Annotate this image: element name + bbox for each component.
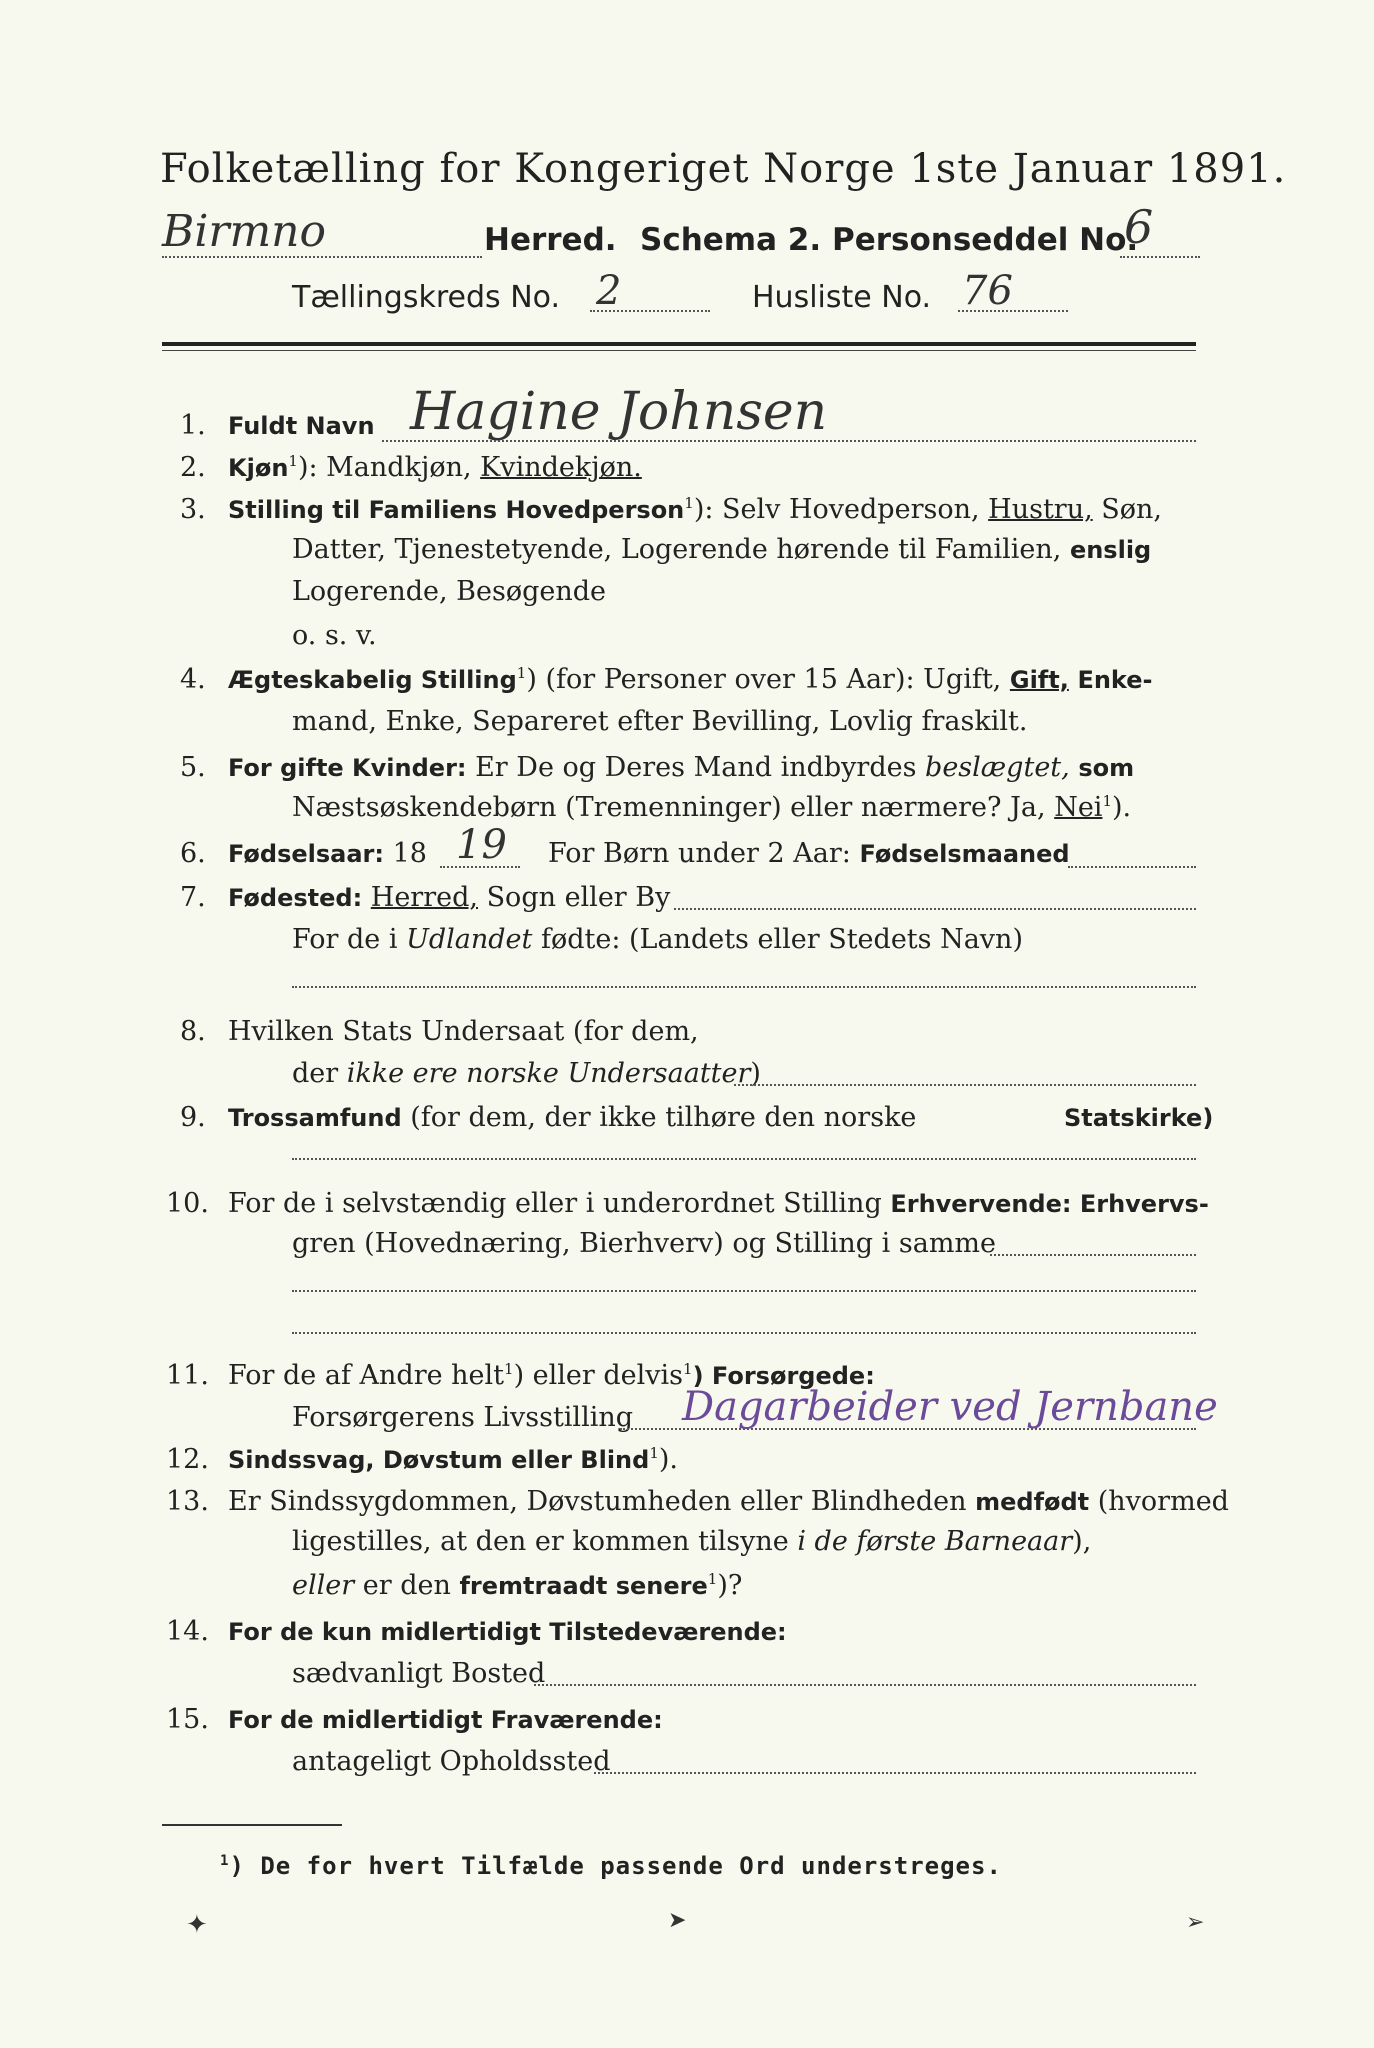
q13-footnote-mark: 1 [707,1570,718,1588]
q12-footnote-mark: 1 [649,1444,659,1462]
q4-number: 4. [180,664,206,695]
q7-line2-rest: fødte: (Landets eller Stedets Navn) [540,924,1023,955]
q14-dotted-line [534,1684,1196,1686]
q7-text: Sogn eller By [486,882,671,913]
husliste-label: Husliste No. [752,280,932,315]
q2-number: 2. [180,452,206,483]
q5-text-beslaegtet: beslægtet, [925,752,1070,783]
q14-number: 14. [166,1616,209,1647]
q12-label: Sindssvag, Døvstum eller Blind [228,1446,650,1474]
q7-label: Fødested: [228,884,363,912]
q9-number: 9. [180,1102,206,1133]
q6-birth-year-value: 19 [456,822,507,868]
q5-number: 5. [180,752,206,783]
q3-footnote-mark: 1 [684,494,694,512]
herred-label: Herred. [484,222,617,258]
footnote-mark: 1 [220,1853,230,1869]
q1-full-name-value: Hagine Johnsen [410,382,828,442]
q3-text-self: ): Selv Hovedperson, [693,494,980,525]
q6-line [228,838,427,869]
q8-text-italic: ikke ere norske Undersaatter [346,1058,751,1089]
binder-mark-center-icon: ➤ [668,1908,687,1933]
q13-text-er-den: er den [362,1570,451,1601]
q8-line2-end: ) [750,1058,761,1089]
q13-text: Er Sindssygdommen, Døvstumheden eller Blindheden [228,1486,967,1517]
q13-line2-end: ), [1072,1526,1092,1557]
binder-mark-left-icon: ✦ [186,1910,208,1940]
q7-dotted-line [674,908,1196,910]
q4-text: ) (for Personer over 15 Aar): Ugift, [526,664,1002,695]
q10-line1 [228,1188,1209,1219]
q1-dotted-line [382,440,1196,442]
q1-number: 1. [180,410,206,441]
q12-number: 12. [166,1444,209,1475]
q9-label-statskirke: Statskirke) [1064,1104,1214,1132]
footnote-text: ) De for hvert Tilfælde passende Ord understreges. [229,1852,1002,1880]
q3-line4: o. s. v. [292,620,377,651]
q1-label: Fuldt Navn [228,412,375,440]
q8-number: 8. [180,1016,206,1047]
q11-label: ) Forsørgede: [692,1362,875,1390]
q11-line2: Forsørgerens Livsstilling [292,1402,634,1433]
q3-option-enslig: enslig [1069,536,1152,564]
q15-label: For de midlertidigt Fraværende: [228,1706,663,1734]
q3-line2 [292,534,1151,565]
q13-text-barneaar: i de første Barneaar [797,1526,1073,1557]
form-title: Folketælling for Kongeriget Norge 1ste Januar 1891. [160,146,1287,192]
q10-number: 10. [166,1188,209,1219]
q11-text-delvis: ) eller delvis [513,1360,684,1391]
q9-text: (for dem, der ikke tilhøre den norske [410,1102,917,1133]
q5-line2 [292,792,1131,823]
q4-option-gift-underlined: Gift, [1009,666,1069,694]
q13-line3-end: )? [717,1570,743,1601]
q2-footnote-mark: 1 [288,452,298,470]
q13-line2 [292,1526,1091,1557]
q4-line1 [228,664,1152,695]
q3-line2-text: Datter, Tjenestetyende, Logerende hørende til Familien, [292,534,1062,565]
q2-label: Kjøn [228,454,289,482]
q11-footnote-mark-2: 1 [683,1360,693,1378]
personseddel-label: Personseddel No. [832,222,1139,258]
q5-line2-end: ). [1112,792,1132,823]
q13-label-senere: fremtraadt senere [459,1572,708,1600]
q14-line2: sædvanligt Bosted [292,1658,546,1689]
q15-number: 15. [166,1704,209,1735]
q13-label-medfodt: medfødt [975,1488,1090,1516]
q3-label: Stilling til Familiens Hovedperson [228,496,685,524]
q8-line2-text: der [292,1058,339,1089]
q5-label: For gifte Kvinder: [228,754,467,782]
q5-line2-text: Næstsøskendebørn (Tremenninger) eller nærmere? Ja, [292,792,1046,823]
q6-label: Fødselsaar: [228,840,384,868]
header-divider [162,342,1196,346]
q10-label: Erhvervende: Erhvervs- [890,1190,1209,1218]
q6-label-month: Fødselsmaaned [859,840,1070,868]
q7-option-herred-underlined: Herred, [370,882,478,913]
q5-line1 [228,752,1134,783]
q6-year-prefix: 18 [392,838,427,869]
q9-blank-line [292,1158,1196,1160]
q5-option-nei-underlined: Nei [1054,792,1103,823]
q7-blank-line [292,986,1196,988]
q4-footnote-mark: 1 [516,664,527,682]
q5-text: Er De og Deres Mand indbyrdes [475,752,917,783]
taellingskreds-label: Tællingskreds No. [292,280,560,315]
husliste-value: 76 [962,268,1013,314]
q13-line2-text: ligestilles, at den er kommen tilsyne [292,1526,789,1557]
q15-line2: antageligt Opholdssted [292,1746,611,1777]
q7-number: 7. [180,882,206,913]
q3-line3: Logerende, Besøgende [292,576,606,607]
schema-label: Schema 2. [640,222,822,258]
personseddel-dotted-line [1120,256,1200,258]
q11-number: 11. [166,1360,209,1391]
q7-text-udlandet: Udlandet [406,924,533,955]
q11-footnote-mark: 1 [504,1360,514,1378]
q2-option-female-underlined: Kvindekjøn. [480,452,642,483]
q7-line1 [228,882,670,913]
q8-dotted-line [734,1084,1196,1086]
q6-line-b [548,838,1070,869]
q13-line3 [292,1570,742,1601]
q5-footnote-mark: 1 [1102,792,1112,810]
q12-end: ). [658,1444,678,1475]
footnote-rule [162,1824,342,1826]
q9-label: Trossamfund [228,1104,402,1132]
q10-blank-line-2 [292,1332,1196,1334]
q4-label: Ægteskabelig Stilling [228,666,517,694]
q11-text: For de af Andre helt [228,1360,505,1391]
husliste-dotted-line [958,310,1068,312]
q11-occupation-value: Dagarbeider ved Jernbane [682,1384,1218,1430]
q8-line2 [292,1058,761,1089]
herred-value: Birmno [162,206,326,257]
herred-dotted-line [162,256,482,258]
header-divider-thin [162,350,1196,351]
q6-month-dotted-line [1068,866,1196,868]
q3-line1 [228,494,1162,525]
q10-text: For de i selvstændig eller i underordnet Stilling [228,1188,882,1219]
footnote [220,1852,1002,1880]
personseddel-value: 6 [1124,200,1154,254]
q3-number: 3. [180,494,206,525]
q10-dotted-line [990,1254,1196,1256]
q4-option-enke: Enke- [1077,666,1153,694]
taellingskreds-dotted-line [590,310,710,312]
q9-line1 [228,1102,916,1133]
q2-option-male: ): Mandkjøn, [297,452,472,483]
q6-year-dotted-line [440,866,520,868]
q6-text: For Børn under 2 Aar: [548,838,851,869]
q5-text-som: som [1078,754,1135,782]
q13-number: 13. [166,1486,209,1517]
q14-label: For de kun midlertidigt Tilstedeværende: [228,1618,787,1646]
q10-line2: gren (Hovednæring, Bierhverv) og Stilling i samme [292,1228,997,1259]
q6-number: 6. [180,838,206,869]
q12-line [228,1444,678,1475]
q10-blank-line-1 [292,1290,1196,1292]
q7-line2 [292,924,1023,955]
q7-line2-text: For de i [292,924,398,955]
q13-line1 [228,1486,1229,1517]
q13-text-eller: eller [292,1570,355,1601]
q3-option-son: Søn, [1101,494,1163,525]
q15-dotted-line [594,1772,1196,1774]
binder-mark-right-icon: ➢ [1186,1910,1205,1935]
q3-option-hustru-underlined: Hustru, [988,494,1093,525]
q4-line2: mand, Enke, Separeret efter Bevilling, Lovlig fraskilt. [292,706,1028,737]
taellingskreds-value: 2 [596,268,622,314]
q13-text-hvormed: (hvormed [1097,1486,1229,1517]
q2-line [228,452,642,483]
q8-line1: Hvilken Stats Undersaat (for dem, [228,1016,699,1047]
